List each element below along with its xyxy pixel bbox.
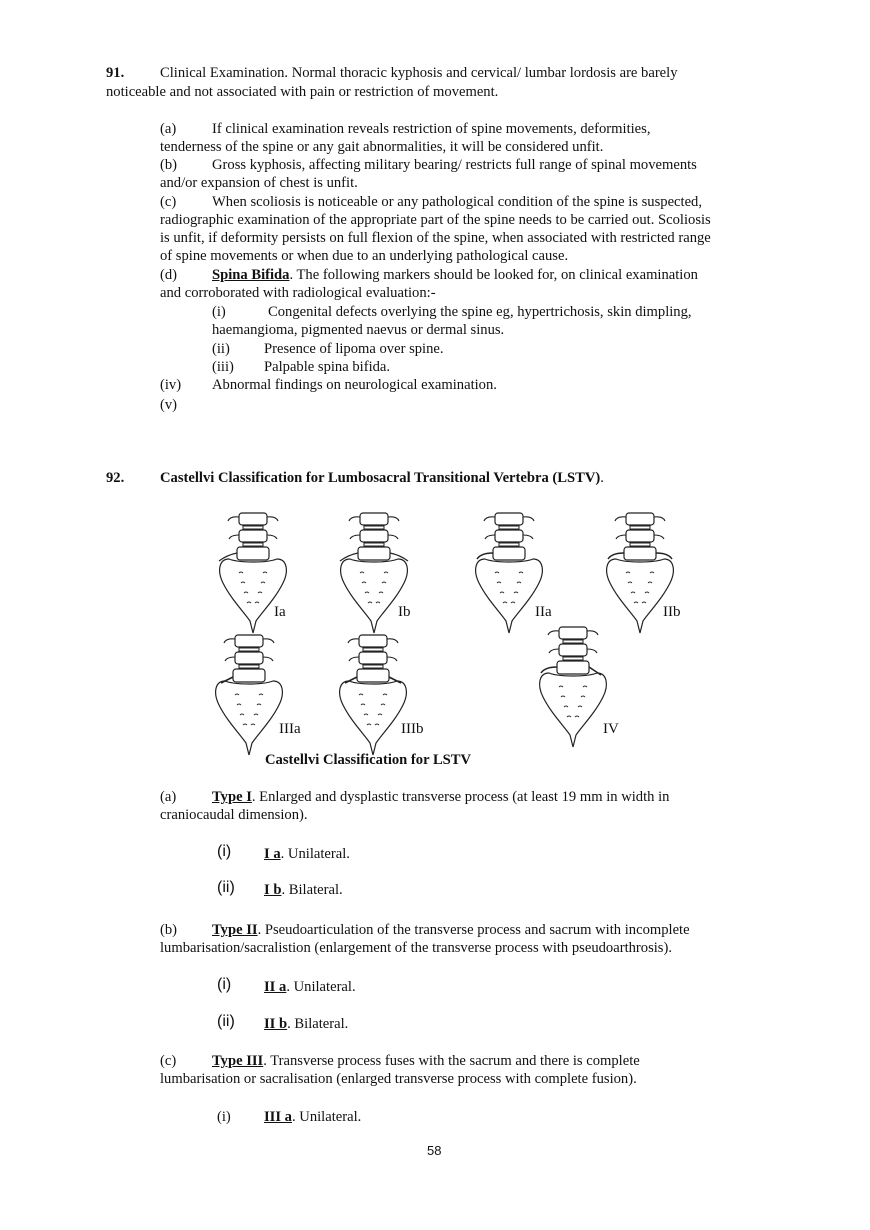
s91-a-label: (a) (160, 121, 177, 137)
figure-label-iiia: IIIa (279, 721, 301, 737)
section-92-title-period: . (600, 470, 604, 486)
vertebra-iiia-drawing (209, 630, 289, 760)
type-iib-title: II b (264, 1016, 288, 1032)
s91-d-i-line1: Congenital defects overlying the spine eg, hypertrichosis, skin dimpling, (268, 304, 692, 320)
s91-b-line1: Gross kyphosis, affecting military bearing/ restricts full range of spinal movements (212, 157, 697, 173)
figure-label-iia: IIa (535, 604, 552, 620)
s91-c-line4: of spine movements or when due to an underlying pathological cause. (160, 248, 569, 264)
s92-a-i-rest: . Unilateral. (280, 846, 350, 862)
type-i-title: Type I (212, 789, 252, 805)
s91-d-i-line2: haemangioma, pigmented naevus or dermal sinus. (212, 322, 505, 338)
figure-label-iib: IIb (663, 604, 681, 620)
s91-a-line1: If clinical examination reveals restriction of spine movements, deformities, (212, 121, 651, 137)
section-92-number: 92. (106, 470, 125, 486)
type-ia-title: I a (264, 846, 281, 862)
s92-c-i-label: (i) (217, 1109, 231, 1125)
s91-c-line2: radiographic examination of the appropriate part of the spine needs to be carried out. Scoliosis (160, 212, 711, 228)
s92-b-label: (b) (160, 922, 178, 938)
s92-c-i-rest: . Unilateral. (291, 1109, 362, 1125)
s92-a-ii-rest: . Bilateral. (281, 882, 343, 898)
s91-d-ii-label: (ii) (212, 341, 230, 357)
s92-a-line2: craniocaudal dimension). (160, 807, 308, 823)
s91-d-iv-text: Abnormal findings on neurological examination. (212, 377, 497, 393)
s92-b-ii-label: (ii) (217, 1013, 235, 1030)
s91-d-line1-rest: . The following markers should be looked for, on clinical examination (289, 267, 698, 283)
s91-d-iii-label: (iii) (212, 359, 234, 375)
vertebra-iiib-drawing (333, 630, 413, 760)
type-iia-title: II a (264, 979, 287, 995)
figure-label-ia: Ia (274, 604, 286, 620)
s91-d-line1 (212, 266, 698, 284)
vertebra-iv-drawing (533, 622, 613, 752)
s91-d-v-label: (v) (160, 397, 178, 413)
s92-c-line1-rest: . Transverse process fuses with the sacrum and there is complete (263, 1053, 640, 1069)
figure-label-iv: IV (603, 721, 619, 737)
s92-b-line1-rest: . Pseudoarticulation of the transverse process and sacrum with incomplete (257, 922, 690, 938)
s92-a-i-text (264, 845, 350, 863)
s91-d-iii-text: Palpable spina bifida. (264, 359, 391, 375)
s92-b-i-label: (i) (217, 976, 232, 993)
s91-c-line3: is unfit, if deformity persists on full flexion of the spine, when associated with restricted range (160, 230, 711, 246)
s91-d-ii-text: Presence of lipoma over spine. (264, 341, 444, 357)
s92-c-label: (c) (160, 1053, 177, 1069)
s91-c-line1: When scoliosis is noticeable or any pathological condition of the spine is suspected, (212, 194, 702, 210)
s92-b-i-text (264, 978, 356, 996)
s92-a-label: (a) (160, 789, 177, 805)
figure-label-iiib: IIIb (401, 721, 424, 737)
section-91-number: 91. (106, 65, 125, 81)
s91-c-label: (c) (160, 194, 177, 210)
figure-caption: Castellvi Classification for LSTV (265, 752, 472, 768)
section-92-title-text: Castellvi Classification for Lumbosacral Transitional Vertebra (LSTV) (160, 470, 601, 486)
s92-c-i-text (264, 1108, 361, 1126)
s92-a-ii-text (264, 881, 343, 899)
section-91-line1: Clinical Examination. Normal thoracic kyphosis and cervical/ lumbar lordosis are barely (160, 65, 678, 81)
s91-a-line2: tenderness of the spine or any gait abnormalities, it will be considered unfit. (160, 139, 604, 155)
figure-label-ib: Ib (398, 604, 411, 620)
s92-b-i-rest: . Unilateral. (286, 979, 356, 995)
s92-a-line1 (212, 788, 669, 806)
type-iiia-title: III a (264, 1109, 292, 1125)
section-91-line2: noticeable and not associated with pain or restriction of movement. (106, 84, 499, 100)
s91-d-iv-label: (iv) (160, 377, 182, 393)
s92-b-line1 (212, 921, 690, 939)
s91-d-i-label: (i) (212, 304, 226, 320)
page-number: 58 (427, 1143, 442, 1158)
s92-a-i-label: (i) (217, 843, 232, 860)
s92-c-line1 (212, 1052, 640, 1070)
type-iii-title: Type III (212, 1053, 264, 1069)
s92-c-line2: lumbarisation or sacralisation (enlarged transverse process with complete fusion). (160, 1071, 637, 1087)
s91-b-line2: and/or expansion of chest is unfit. (160, 175, 358, 191)
s92-b-line2: lumbarisation/sacralistion (enlargement of the transverse process with pseudoarthrosis). (160, 940, 672, 956)
section-92-title (160, 469, 604, 487)
s92-b-ii-text (264, 1015, 348, 1033)
type-ii-title: Type II (212, 922, 258, 938)
s91-b-label: (b) (160, 157, 178, 173)
s92-a-line1-rest: . Enlarged and dysplastic transverse process (at least 19 mm in width in (251, 789, 670, 805)
type-ib-title: I b (264, 882, 282, 898)
s92-a-ii-label: (ii) (217, 879, 235, 896)
s91-d-label: (d) (160, 267, 178, 283)
spina-bifida-title: Spina Bifida (212, 267, 290, 283)
s92-b-ii-rest: . Bilateral. (287, 1016, 349, 1032)
s91-d-line2: and corroborated with radiological evaluation:- (160, 285, 436, 301)
